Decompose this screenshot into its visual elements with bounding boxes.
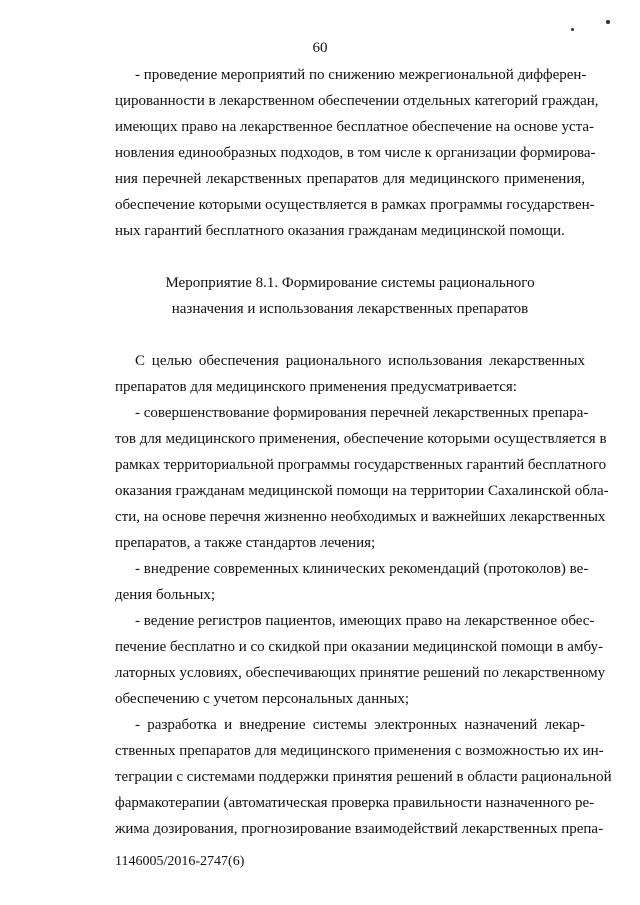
section-heading-line: Мероприятие 8.1. Формирование системы рационального <box>165 275 535 291</box>
text-line: теграции с системами поддержки принятия решений в области рациональной <box>115 769 612 785</box>
text-line: латорных условиях, обеспечивающих принятие решений по лекарственному <box>115 665 606 681</box>
text-line: - проведение мероприятий по снижению межрегиональной дифферен- <box>135 67 587 83</box>
text-line: цированности в лекарственном обеспечении отдельных категорий граждан, <box>115 93 599 109</box>
scan-speck <box>606 20 610 24</box>
text-line: тов для медицинского применения, обеспечение которыми осуществляется в <box>115 431 607 447</box>
text-line: дения больных; <box>115 587 216 603</box>
text-line: ния перечней лекарственных препаратов для медицинского применения, <box>115 171 585 187</box>
text-line: ных гарантий бесплатного оказания гражданам медицинской помощи. <box>115 223 565 239</box>
text-line: препаратов, а также стандартов лечения; <box>115 535 376 551</box>
section-heading-line: назначения и использования лекарственных препаратов <box>171 301 529 317</box>
text-line: обеспечению с учетом персональных данных; <box>115 691 410 707</box>
text-line: сти, на основе перечня жизненно необходимых и важнейших лекарственных <box>115 509 606 525</box>
text-line: - совершенствование формирования перечней лекарственных препара- <box>135 405 589 421</box>
page-number: 60 <box>312 40 328 56</box>
text-line: - внедрение современных клинических рекомендаций (протоколов) ве- <box>135 561 589 577</box>
document-footer-code: 1146005/2016-2747(6) <box>115 854 245 869</box>
text-line: С целью обеспечения рационального использования лекарственных <box>135 353 585 369</box>
text-line: оказания гражданам медицинской помощи на территории Сахалинской обла- <box>115 483 609 499</box>
text-line: новления единообразных подходов, в том числе к организации формирова- <box>115 145 596 161</box>
scan-speck <box>571 28 574 31</box>
text-line: - ведение регистров пациентов, имеющих право на лекарственное обес- <box>135 613 595 629</box>
text-line: имеющих право на лекарственное бесплатное обеспечение на основе уста- <box>115 119 595 135</box>
text-line: рамках территориальной программы государственных гарантий бесплатного <box>115 457 607 473</box>
text-line: фармакотерапии (автоматическая проверка правильности назначенного ре- <box>115 795 595 811</box>
text-line: - разработка и внедрение системы электронных назначений лекар- <box>135 717 585 733</box>
text-line: обеспечение которыми осуществляется в рамках программы государствен- <box>115 197 595 213</box>
text-line: ственных препаратов для медицинского применения с возможностью их ин- <box>115 743 604 759</box>
text-line: жима дозирования, прогнозирование взаимодействий лекарственных препа- <box>115 821 604 837</box>
text-line: препаратов для медицинского применения предусматривается: <box>115 379 517 395</box>
text-line: печение бесплатно и со скидкой при оказании медицинской помощи в амбу- <box>115 639 603 655</box>
